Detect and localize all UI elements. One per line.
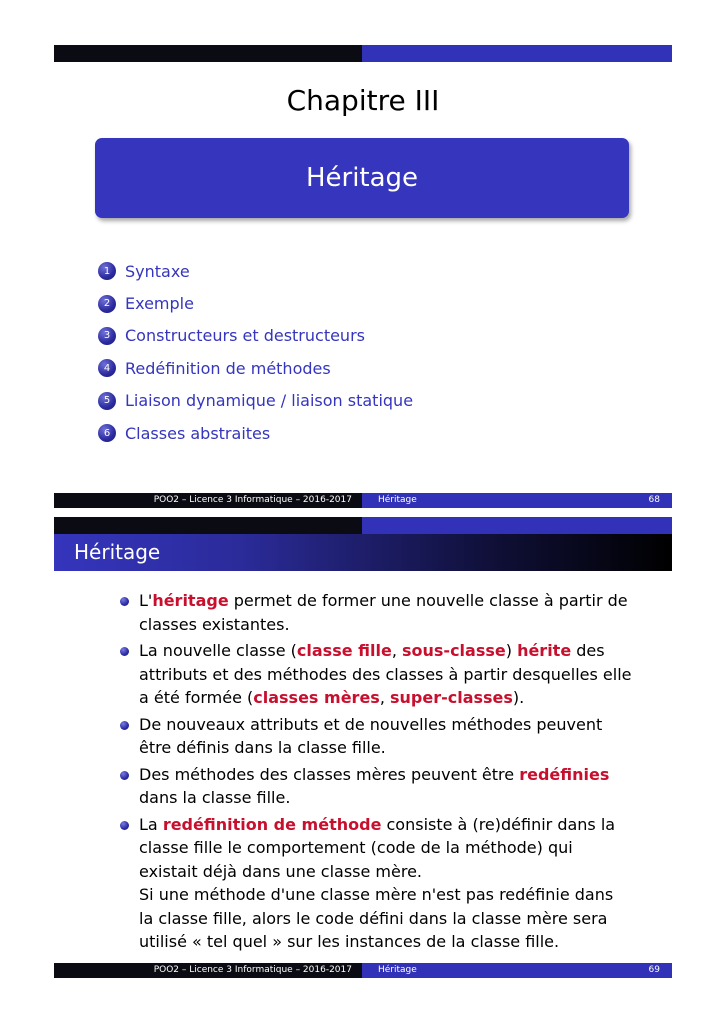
chapter-title: Chapitre III bbox=[286, 84, 440, 117]
slide2-footer bbox=[54, 963, 672, 978]
section-title: Héritage bbox=[305, 163, 419, 193]
slide1-footer bbox=[54, 493, 672, 508]
section-title-box bbox=[95, 138, 629, 218]
highlight-term: redéfinies bbox=[519, 764, 610, 784]
bullet-dot-icon bbox=[120, 821, 129, 830]
footer-page-number: 69 bbox=[649, 963, 672, 978]
toc-item[interactable] bbox=[98, 417, 413, 449]
bullet-text: La bbox=[139, 814, 163, 834]
highlight-term: hérite bbox=[517, 641, 572, 660]
highlight-term: redéfinition de méthode bbox=[162, 814, 382, 834]
bullet-text: permet de former une nouvelle classe à partir de classes existantes. bbox=[139, 591, 628, 634]
bullet-text: dans la classe fille. bbox=[139, 788, 291, 807]
bullet-list bbox=[112, 589, 632, 957]
toc-number-bullet: 5 bbox=[98, 392, 116, 410]
highlight-term: classes mères bbox=[253, 688, 380, 707]
toc-item[interactable] bbox=[98, 352, 413, 384]
bullet-item bbox=[112, 763, 632, 810]
bullet-text: La nouvelle classe ( bbox=[139, 641, 297, 660]
bullet-text: ). bbox=[512, 688, 525, 707]
toc-item-label: Classes abstraites bbox=[125, 423, 271, 443]
slide2-top-bar bbox=[54, 517, 672, 534]
footer-course: POO2 – Licence 3 Informatique – 2016-2017 bbox=[54, 963, 362, 978]
top-bar-dark bbox=[54, 45, 362, 62]
toc-item[interactable] bbox=[98, 255, 413, 287]
bullet-text: ) bbox=[505, 641, 518, 660]
toc-item[interactable] bbox=[98, 287, 413, 319]
bullet-text: consiste à (re)définir dans la classe fille le comportement (code de la méthode) qui existait déjà dans une classe mère. bbox=[139, 814, 616, 881]
toc-item[interactable] bbox=[98, 385, 413, 417]
footer-course: POO2 – Licence 3 Informatique – 2016-2017 bbox=[54, 493, 362, 508]
bullet-text: , bbox=[379, 688, 390, 707]
bullet-dot-icon bbox=[120, 771, 129, 780]
bullet-item bbox=[112, 639, 632, 710]
bullet-item bbox=[112, 813, 632, 954]
frame-title: Héritage bbox=[54, 534, 672, 571]
table-of-contents bbox=[98, 255, 413, 449]
bullet-text: , bbox=[391, 641, 402, 660]
bullet-text: De nouveaux attributs et de nouvelles méthodes peuvent être définis dans la classe fille. bbox=[139, 714, 603, 757]
bullet-dot-icon bbox=[120, 721, 129, 730]
footer-section: Héritage bbox=[362, 963, 649, 978]
toc-item-label: Syntaxe bbox=[125, 261, 190, 281]
footer-page-number: 68 bbox=[649, 493, 672, 508]
highlight-term: super-classes bbox=[389, 688, 513, 707]
bullet-text: des attributs et des méthodes des classes à partir desquelles elle a été formée ( bbox=[139, 641, 632, 707]
footer-section: Héritage bbox=[362, 493, 649, 508]
toc-item-label: Liaison dynamique / liaison statique bbox=[125, 391, 414, 411]
toc-item-label: Constructeurs et destructeurs bbox=[125, 326, 365, 346]
highlight-term: héritage bbox=[152, 591, 229, 610]
bullet-item bbox=[112, 589, 632, 636]
top-bar-blue bbox=[362, 45, 672, 62]
toc-number-bullet: 6 bbox=[98, 424, 116, 442]
top-bar-dark bbox=[54, 517, 362, 534]
bullet-text: L' bbox=[139, 591, 153, 610]
bullet-dot-icon bbox=[120, 597, 129, 606]
toc-number-bullet: 1 bbox=[98, 262, 116, 280]
slide1-top-bar bbox=[54, 45, 672, 62]
toc-number-bullet: 4 bbox=[98, 359, 116, 377]
bullet-dot-icon bbox=[120, 647, 129, 656]
toc-item[interactable] bbox=[98, 320, 413, 352]
bullet-text: Des méthodes des classes mères peuvent être bbox=[139, 764, 520, 784]
highlight-term: sous-classe bbox=[402, 641, 506, 660]
toc-number-bullet: 3 bbox=[98, 327, 116, 345]
bullet-item bbox=[112, 713, 632, 760]
highlight-term: classe fille bbox=[296, 641, 392, 660]
toc-item-label: Redéfinition de méthodes bbox=[125, 358, 331, 378]
top-bar-blue bbox=[362, 517, 672, 534]
toc-number-bullet: 2 bbox=[98, 295, 116, 313]
bullet-text: Si une méthode d'une classe mère n'est pas redéfinie dans la classe fille, alors le code défini dans la classe mère sera utilisé « tel quel » sur les instances de la classe fille. bbox=[139, 885, 614, 951]
toc-item-label: Exemple bbox=[125, 294, 194, 314]
